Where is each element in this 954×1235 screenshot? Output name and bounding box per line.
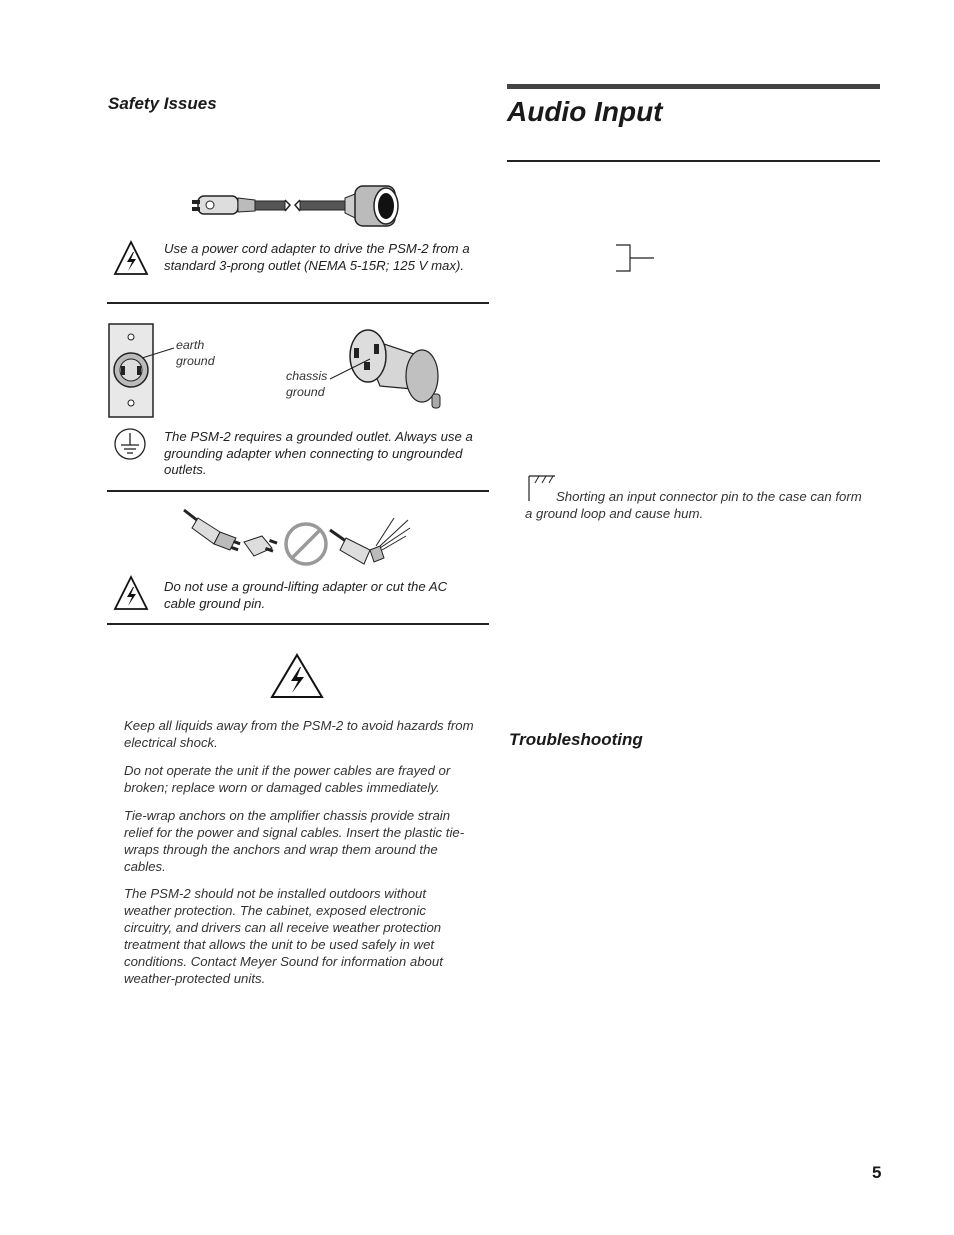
ground-lift-adapter-illustration [180, 506, 416, 576]
heading-top-rule [507, 84, 880, 89]
page-number: 5 [872, 1163, 882, 1182]
ground-symbol-icon [113, 427, 147, 461]
heading-bottom-rule [507, 160, 880, 162]
safety-issues-heading: Safety Issues [108, 94, 217, 113]
earth-ground-label: earth ground [176, 338, 215, 368]
safety-paragraph-3: Tie-wrap anchors on the amplifier chassis provide strain relief for the power and signal cables. Insert the plastic tie-wraps through the anchors and wrap them around the cables. [124, 808, 465, 874]
warning-2-text: The PSM-2 requires a grounded outlet. Always use a grounding adapter when connecting to ungrounded outlets. [164, 429, 473, 478]
chassis-ground-label: chassis ground [286, 369, 328, 399]
lightning-warning-icon [270, 653, 324, 699]
safety-paragraph-4: The PSM-2 should not be installed outdoors without weather protection. The cabinet, exposed electronic circuitry, and drivers can all receive weather protection treatment that allows the unit to be used safely in wet conditions. Contact Meyer Sound for information about weather-protected units. [124, 886, 443, 986]
safety-paragraph-2: Do not operate the unit if the power cables are frayed or broken; replace worn or damaged cables immediately. [124, 763, 451, 795]
audio-input-heading: Audio Input [507, 96, 663, 127]
bracket-line-graphic [612, 244, 658, 274]
ground-loop-note: Shorting an input connector pin to the case can form a ground loop and cause hum. [525, 489, 862, 521]
earth-ground-leader-line [140, 340, 180, 365]
divider-2 [107, 490, 489, 492]
troubleshooting-heading: Troubleshooting [509, 730, 643, 749]
lightning-warning-icon [113, 240, 149, 276]
lightning-warning-icon [113, 575, 149, 611]
power-cord-illustration [190, 180, 410, 230]
divider-3 [107, 623, 489, 625]
wall-outlet-illustration [108, 323, 156, 419]
warning-3-text: Do not use a ground-lifting adapter or cut the AC cable ground pin. [164, 579, 448, 611]
warning-1-text: Use a power cord adapter to drive the PSM-2 from a standard 3-prong outlet (NEMA 5-15R; 125 V max). [164, 241, 470, 273]
safety-paragraph-1: Keep all liquids away from the PSM-2 to avoid hazards from electrical shock. [124, 718, 474, 750]
divider-1 [107, 302, 489, 304]
